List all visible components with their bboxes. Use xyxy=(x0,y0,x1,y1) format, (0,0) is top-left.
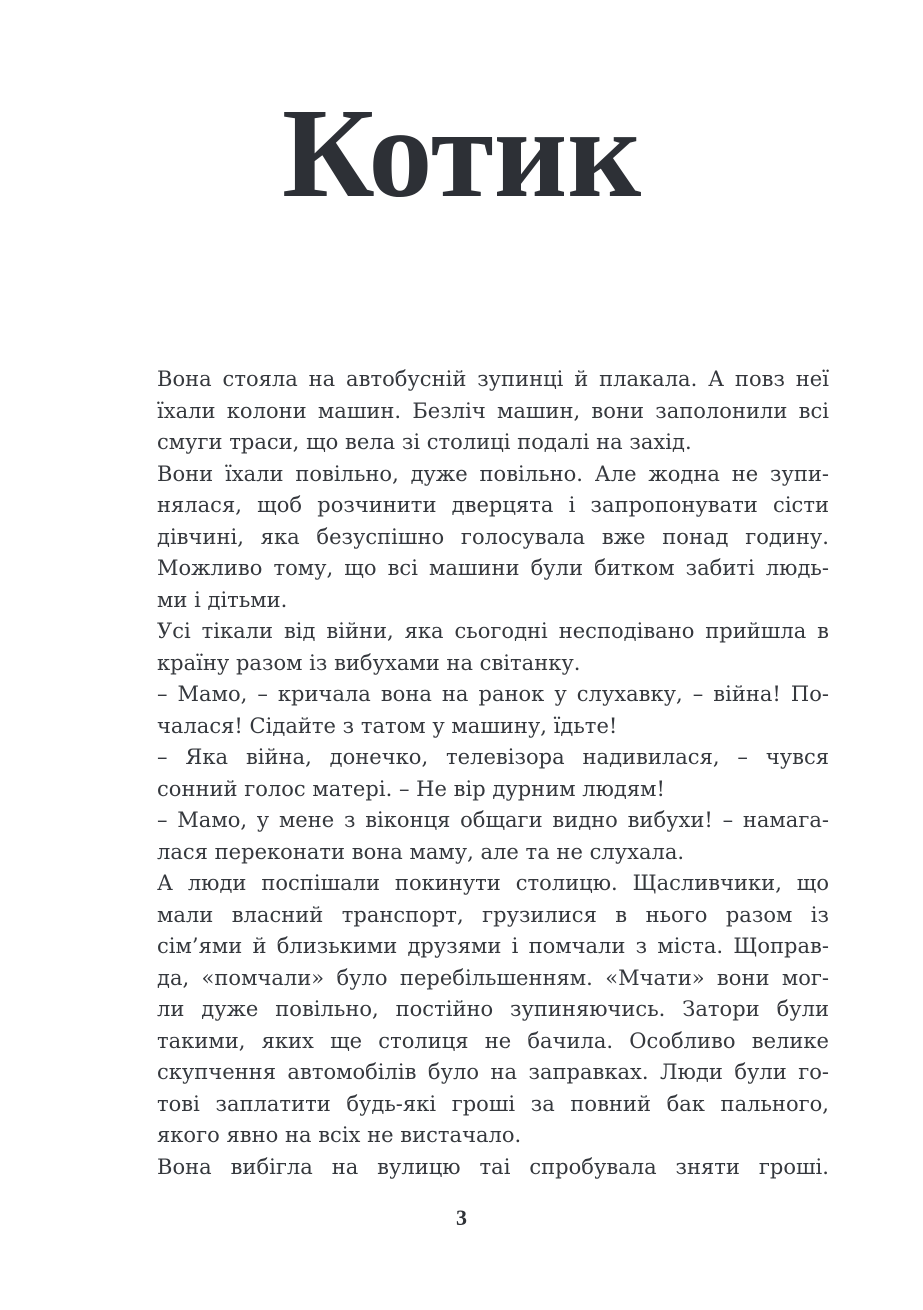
text-line: Вона стояла на автобусній зупинці й плакала. А повз неї xyxy=(157,367,829,391)
text-line: – Мамо, – кричала вона на ранок у слухавку, – війна! По- xyxy=(157,682,829,706)
text-line: ми і дітьми. xyxy=(157,587,288,612)
text-line: Усі тікали від війни, яка сьогодні несподівано прийшла в xyxy=(157,619,829,643)
text-line: нялася, щоб розчинити дверцята і запропонувати сісти xyxy=(157,493,829,517)
text-line: їхали колони машин. Безліч машин, вони заполонили всі xyxy=(157,398,829,423)
chapter-title: Котик xyxy=(281,82,642,224)
text-line: Можливо тому, що всі машини були битком забиті людь- xyxy=(157,556,829,580)
text-line: скупчення автомобілів було на заправках. Люди були го- xyxy=(157,1060,829,1084)
text-line: дівчині, яка безуспішно голосувала вже понад годину. xyxy=(157,524,829,549)
text-line: – Яка війна, донечко, телевізора надивилася, – чувся xyxy=(157,745,829,769)
text-line: сонний голос матері. – Не вір дурним людям! xyxy=(157,776,665,801)
body-text xyxy=(157,364,829,1183)
text-line: країну разом із вибухами на світанку. xyxy=(157,650,581,675)
text-line: якого явно на всіх не вистачало. xyxy=(157,1123,522,1147)
text-line: чалася! Сідайте з татом у машину, їдьте! xyxy=(157,713,618,738)
text-line: ли дуже повільно, постійно зупиняючись. Затори були xyxy=(157,997,829,1021)
text-line: – Мамо, у мене з віконця общаги видно вибухи! – намага- xyxy=(157,808,829,832)
text-line: Вони їхали повільно, дуже повільно. Але жодна не зупи- xyxy=(157,461,829,486)
text-line: Вона вибігла на вулицю таі спробувала зняти гроші. xyxy=(157,1154,829,1179)
text-line: А люди поспішали покинути столицю. Щасливчики, що xyxy=(157,871,829,895)
text-line: такими, яких ще столиця не бачила. Особливо велике xyxy=(157,1028,829,1053)
text-line: тові заплатити будь-які гроші за повний бак пального, xyxy=(157,1091,829,1116)
text-line: сім’ями й близькими друзями і помчали з міста. Щоправ- xyxy=(157,934,829,958)
text-line: мали власний транспорт, грузилися в нього разом із xyxy=(157,902,829,927)
page-number: 3 xyxy=(456,1205,467,1230)
text-line: смуги траси, що вела зі столиці подалі на захід. xyxy=(157,430,692,454)
text-line: да, «помчали» було перебільшенням. «Мчати» вони мог- xyxy=(157,965,829,990)
text-line: лася переконати вона маму, але та не слухала. xyxy=(157,839,685,864)
